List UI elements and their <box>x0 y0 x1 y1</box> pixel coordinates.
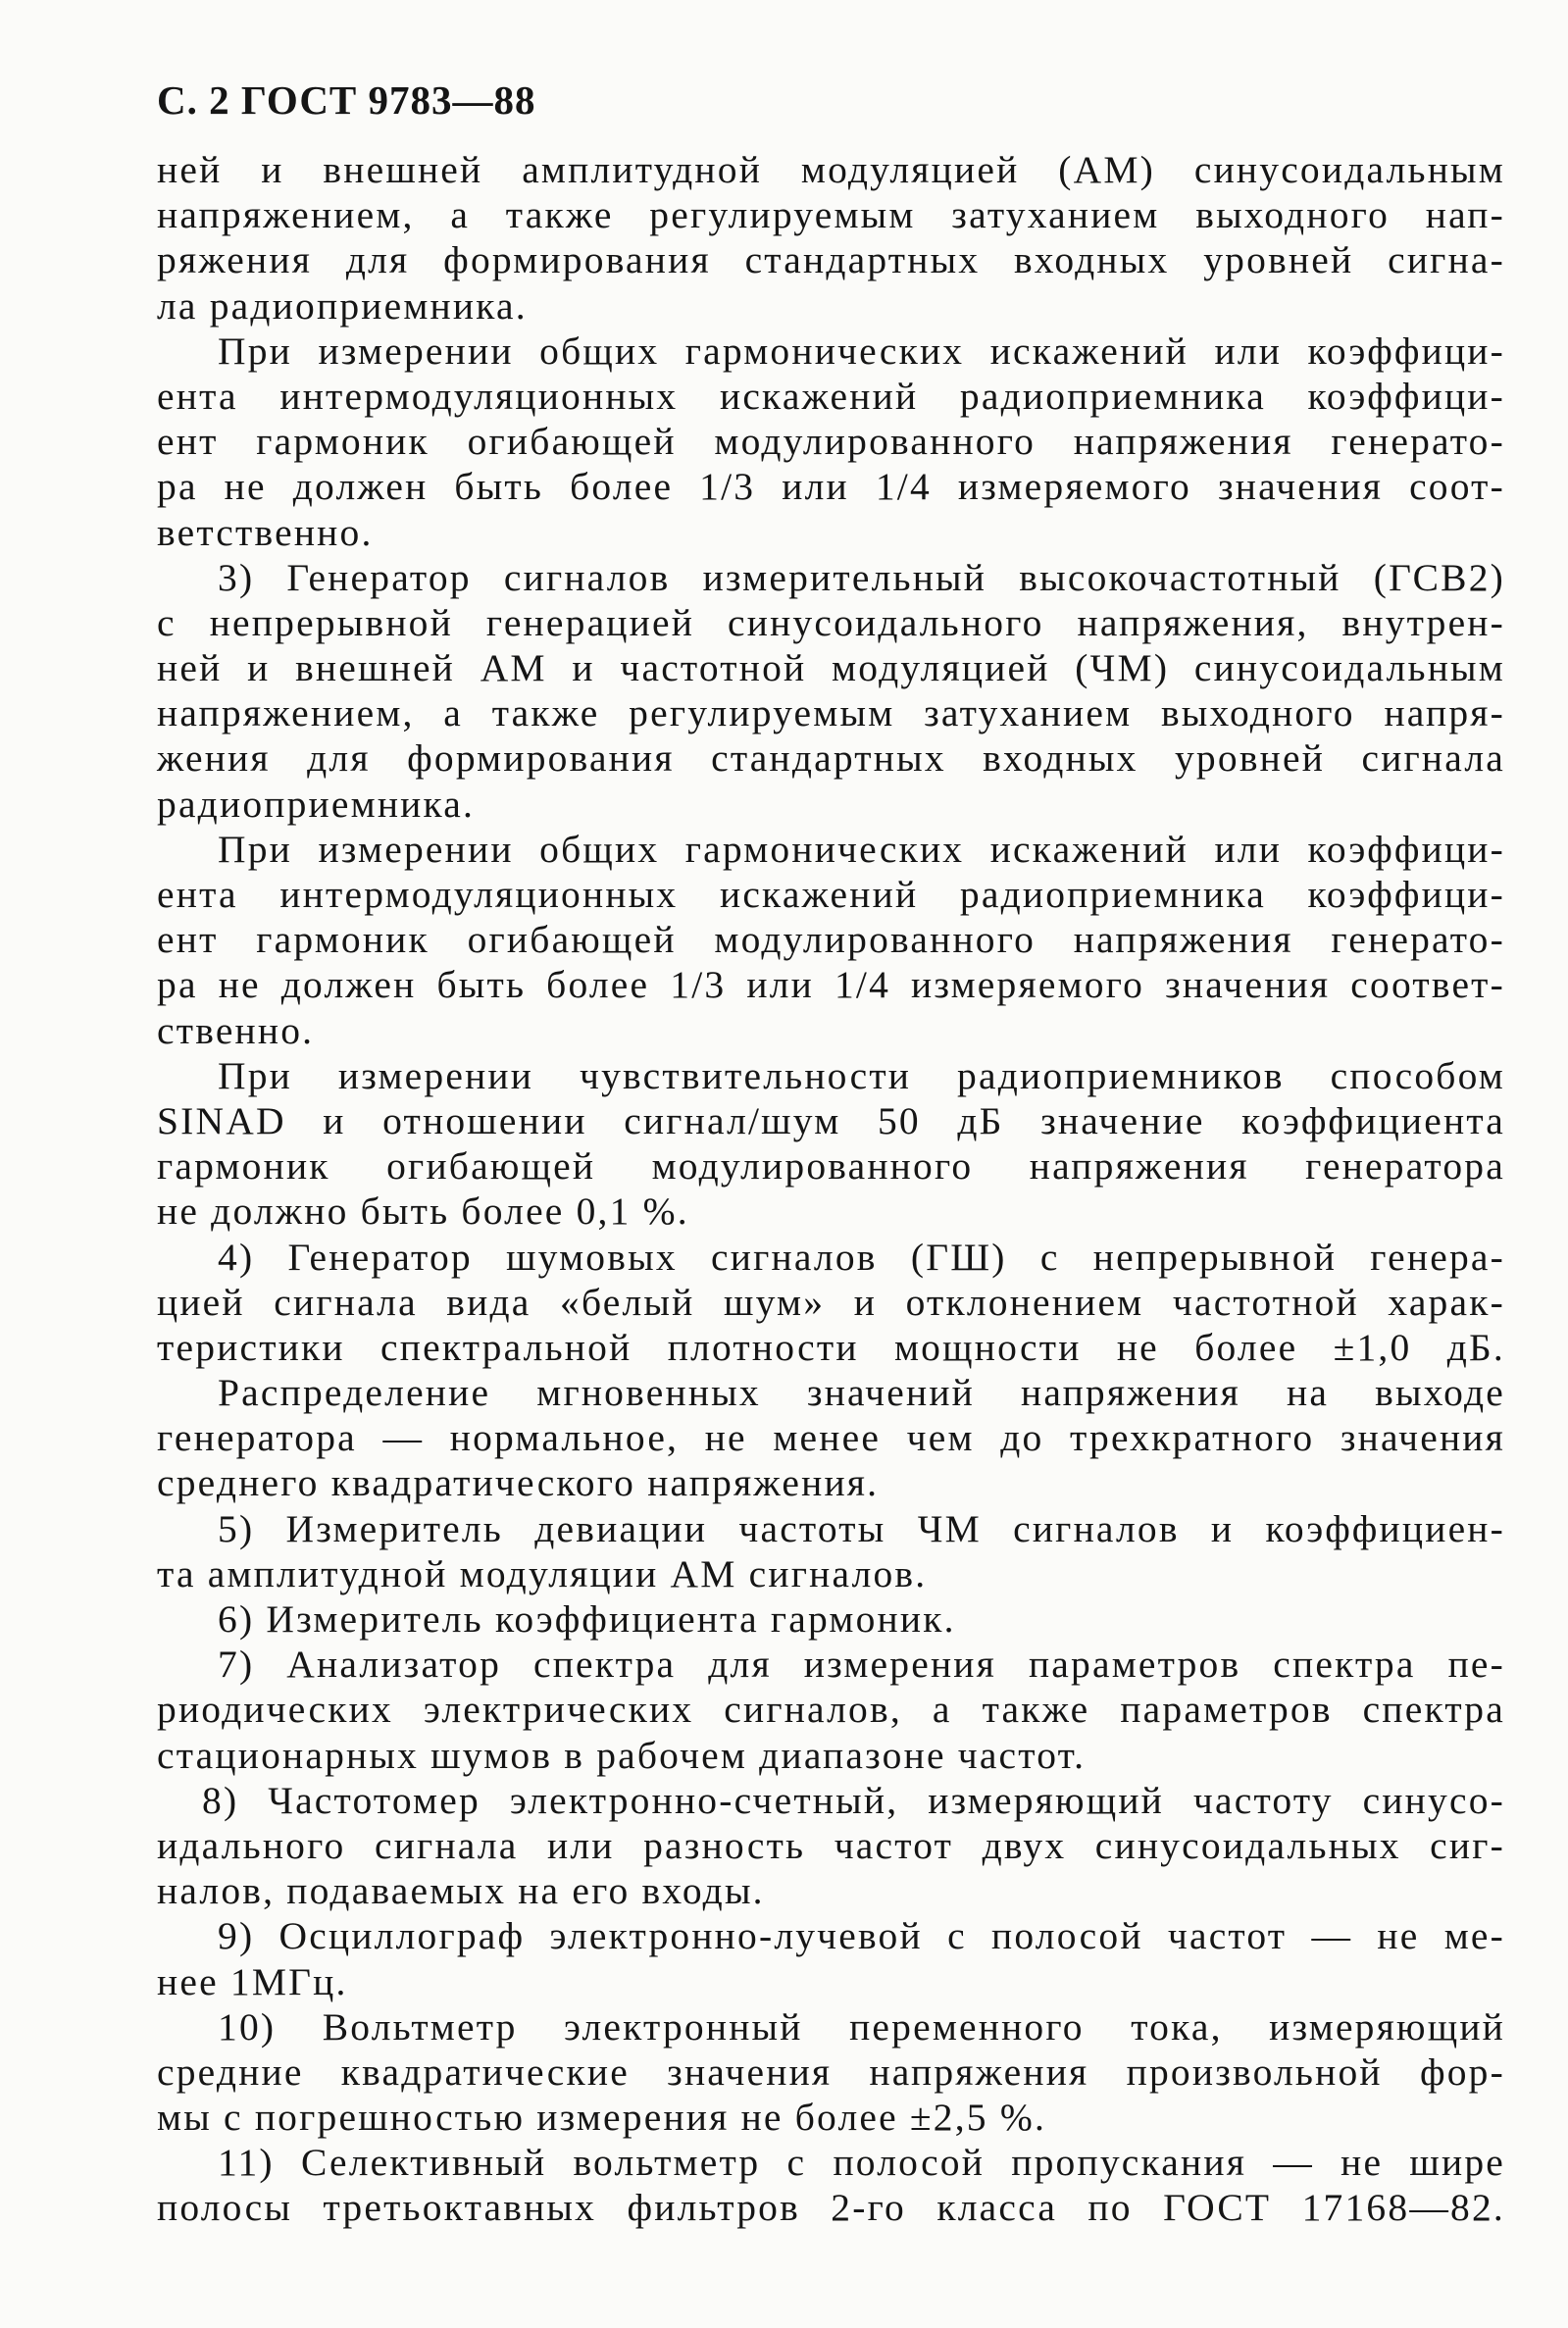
text-line: среднего квадратического напряжения. <box>157 1461 880 1505</box>
text-line: 6) Измеритель коэффициента гармоник. <box>218 1597 956 1641</box>
text-line: полосы третьоктавных фильтров 2-го класса по ГОСТ 17168—82. <box>157 2186 1505 2230</box>
text-line: ней и внешней АМ и частотной модуляцией (ЧМ) синусоидальным <box>157 646 1505 690</box>
text-line: напряжением, а также регулируемым затуханием выходного нап- <box>157 193 1505 237</box>
text-line: ственно. <box>157 1008 315 1052</box>
text-line: с непрерывной генерацией синусоидального напряжения, внутрен- <box>157 600 1505 644</box>
text-line: ней и внешней амплитудной модуляцией (АМ) синусоидальным <box>157 148 1505 191</box>
text-line: ряжения для формирования стандартных входных уровней сигна- <box>157 238 1505 282</box>
text-line: ра не должен быть более 1/3 или 1/4 измеряемого значения соот- <box>157 465 1505 509</box>
text-line: та амплитудной модуляции АМ сигналов. <box>157 1551 928 1595</box>
text-line: ла радиоприемника. <box>157 283 528 328</box>
text-line: ент гармоник огибающей модулированного напряжения генерато- <box>157 420 1505 464</box>
text-line: 10) Вольтметр электронный переменного тока, измеряющий <box>218 2004 1505 2049</box>
text-line: ент гармоник огибающей модулированного напряжения генерато- <box>157 918 1505 962</box>
page-header: С. 2 ГОСТ 9783—88 <box>157 77 536 123</box>
text-line: ра не должен быть более 1/3 или 1/4 измеряемого значения соответ- <box>157 963 1505 1007</box>
text-line: теристики спектральной плотности мощности не более ±1,0 дБ. <box>157 1325 1505 1369</box>
text-line: 9) Осциллограф электронно-лучевой с полосой частот — не ме- <box>218 1914 1505 1958</box>
text-line: мы с погрешностью измерения не более ±2,5 %. <box>157 2096 1047 2140</box>
text-line: 8) Частотомер электронно-счетный, измеряющий частоту синусо- <box>202 1778 1505 1822</box>
text-line: стационарных шумов в рабочем диапазоне частот. <box>157 1733 1087 1777</box>
text-line: 11) Селективный вольтметр с полосой пропускания — не шире <box>218 2141 1505 2185</box>
text-line: ента интермодуляционных искажений радиоприемника коэффици- <box>157 873 1505 916</box>
text-line: При измерении общих гармонических искажений или коэффици- <box>218 827 1505 871</box>
text-line: идального сигнала или разность частот двух синусоидальных сиг- <box>157 1823 1505 1867</box>
text-line: 5) Измеритель девиации частоты ЧМ сигналов и коэффициен- <box>218 1506 1505 1550</box>
document-body <box>157 147 1505 2231</box>
text-line: ветственно. <box>157 510 374 554</box>
text-line: нее 1МГц. <box>157 1959 348 2003</box>
text-line: 3) Генератор сигналов измерительный высокочастотный (ГСВ2) <box>218 555 1505 599</box>
text-line: напряжением, а также регулируемым затуханием выходного напря- <box>157 691 1505 735</box>
text-line: При измерении чувствительности радиоприемников способом <box>218 1053 1505 1097</box>
text-line: налов, подаваемых на его входы. <box>157 1869 765 1913</box>
text-line: Распределение мгновенных значений напряжения на выходе <box>218 1371 1505 1415</box>
text-line: При измерении общих гармонических искажений или коэффици- <box>218 329 1505 373</box>
text-line: 7) Анализатор спектра для измерения параметров спектра пе- <box>218 1643 1505 1687</box>
text-line: 4) Генератор шумовых сигналов (ГШ) с непрерывной генера- <box>218 1235 1505 1279</box>
text-line: жения для формирования стандартных входных уровней сигнала <box>157 736 1505 781</box>
text-line: ента интермодуляционных искажений радиоприемника коэффици- <box>157 374 1505 418</box>
text-line: генератора — нормальное, не менее чем до трехкратного значения <box>157 1416 1505 1460</box>
text-line: радиоприемника. <box>157 782 476 826</box>
text-line: гармоник огибающей модулированного напряжения генератора <box>157 1144 1505 1189</box>
text-line: SINAD и отношении сигнал/шум 50 дБ значение коэффициента <box>157 1098 1505 1142</box>
text-line: риодических электрических сигналов, а также параметров спектра <box>157 1688 1505 1732</box>
text-line: цией сигнала вида «белый шум» и отклонением частотной харак- <box>157 1280 1505 1324</box>
text-line: не должно быть более 0,1 %. <box>157 1189 689 1234</box>
text-line: средние квадратические значения напряжения произвольной фор- <box>157 2050 1505 2094</box>
